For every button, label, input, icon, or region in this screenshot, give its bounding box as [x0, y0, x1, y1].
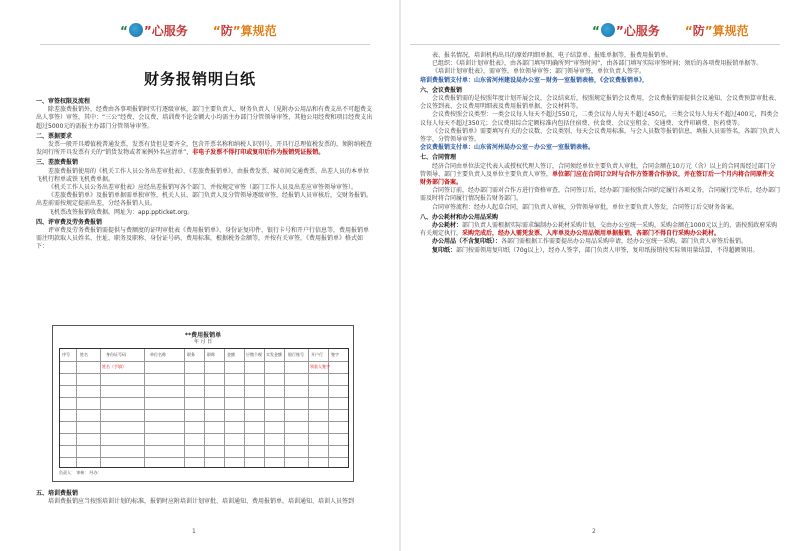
- paragraph: 差旅费报销使用的《机关工作人员公务出差审批表》、《差旅费报销单》，由报费发票、城市间交通费票、出差人员的本单位飞机行程单或铁飞机费单据。: [36, 167, 370, 183]
- paragraph: 飞机票改签报销收费据。网址为：app.ppticket.org。: [48, 208, 194, 216]
- paragraph: 《机关工作人员公务出差审批表》应经出差报销写各个部门、并按规定审签（部门工作人员及出差应审签领导审签）。: [48, 184, 358, 192]
- heart-logo-icon: [129, 23, 143, 37]
- section-heading: 一、审签权限及流程: [36, 98, 91, 105]
- emphasis-text: 采购完成后，经办人需凭发票、入库单及办公用品领用单据报销，各部门不得自行采购办公耗材。: [462, 230, 721, 238]
- header-fang: 防: [692, 24, 705, 38]
- subheading: 办公耗材：: [432, 222, 463, 230]
- paragraph: 除差旅费报销外，经费由各事项报销时实行逐级审核，部门主要负责人、财务负责人（见附办公用品和有费支出不可超费支出人事签）审签，其中：“三公”经费、会议费、培训费不论金额大小均需主办部门分管领导审签，其他公用经费和项目经费支出超过5000元的需报主办部门分管领导审签。: [36, 106, 373, 130]
- right-page: [400, 0, 800, 551]
- form-header-cell: 序号: [62, 352, 70, 357]
- heart-logo-icon: [601, 23, 615, 37]
- paragraph: 经济合同由单位法定代表人或授权代理人签订，合同须经单位主要负责人审批，合同金额在10万元（含）以上的合同需经过部门分管领导、部门主要负责人及单位主要负责人审签，单位部门应在合同订立时与合作方签署合作协议，并在签订后一个月内将合同原件交财务部门备案。: [420, 162, 776, 187]
- emphasis-text: 非电子发票不得打印或复印后作为报销凭证报销。: [192, 149, 325, 157]
- highlight-line: 会议费报销支付单：山东省河州局办公室－办公室一室报销表格。: [420, 144, 595, 152]
- section-heading: 三、差旅费报销: [36, 159, 79, 167]
- section-heading: 八、办公耗材和办公用品采购: [420, 213, 499, 221]
- header-standard: ”算规范: [704, 24, 749, 38]
- left-text-block-1: [36, 96, 374, 252]
- form-title: **费用报销单: [184, 332, 222, 339]
- header-quote: “: [120, 24, 128, 38]
- section-heading: 四、评审费及劳务费报销: [36, 218, 103, 226]
- page-number: 1: [192, 528, 196, 535]
- header-service: ”心服务: [615, 24, 660, 38]
- expense-form-image: [52, 325, 354, 482]
- paragraph: 复印纸：部门按需领用复印纸（70g以上），经办人签字，部门负责人审签，复印纸报销按实际领用量结算，不得超额领用。: [432, 246, 759, 254]
- paragraph: 表、报名情况，培训机构出具的原始明细单据、电子结算单、报账单据等，报费用报销单。: [432, 52, 673, 59]
- header-quote-2: “: [684, 24, 693, 38]
- form-header-cell: 开户行: [311, 352, 323, 357]
- form-header-cell: 金额: [227, 352, 235, 357]
- form-header-cell: 银行账号: [288, 352, 304, 357]
- paragraph: 《差旅费报销单》及报销单据需单独审签，机关人员、部门负责人及分管领导逐级审签，经报销人员审核后，交财务报销。出差前需按规定提前出差，分经各报销人员。: [36, 192, 373, 208]
- header-divider: [40, 44, 370, 45]
- page-header: [120, 22, 277, 39]
- subheading: 复印纸：: [432, 246, 457, 254]
- paragraph: 《培训计划审批表》，需审签。单位领导审签；部门领导审签，单位负责人签字。: [432, 68, 646, 76]
- paragraph: 评审费及劳务费报销需提供与费额度的证明审批表《费用报销单》、身份证复印件、银行卡号和开户行信息等，费用报销单需注明款取人员姓名、住址、职务及职称、身份证号码、费用标准，根据税务金额等，并按有关审签，《费用报销单》格式如下：: [36, 227, 370, 251]
- paragraph: 办公耗材：部门负责人需根据实际需求编制办公耗材采购计划，交由办公室统一采购，采购金额在1000元以上的，需按照政府采购有关规定执行，采购完成后，经办人需凭发票、入库单及办公用品领用单据报销，各部门不得自行采购办公耗材。: [420, 222, 778, 238]
- form-footer: 负责人： 审核： 经办：: [59, 470, 102, 475]
- paragraph: 发票一般开具增值税普通发票，发票有货但是要齐全，包含开票名称和纳税人识别号，开具行总理值税发票的，须附纳税查发问行所开具发票有关的“销货发物或者案例外名应清单”，非电子发票不得打印或复印后作为报销凭证报销。: [36, 141, 373, 157]
- paragraph: 培训费报销应当按照培训计划的标准，报销时应附培训计划审批、培训通知、费用报销单，培训通知、培训人员签到: [48, 498, 355, 506]
- form-header-cell: 应缴个税: [246, 352, 262, 357]
- paragraph: 合同审签流程：经办人起草合同，部门负责人审核，分管领导审批，单位主要负责人签发，合同签订后交财务备案。: [432, 203, 739, 211]
- header-divider: [410, 44, 780, 45]
- paragraph: 办公用品（不含复印纸）：各部门需根据工作需要提出办公用品采购申请，经办公室统一采购，部门负责人审签后报销。: [432, 238, 748, 246]
- left-text-block-2: [36, 488, 374, 506]
- section-heading: 六、会议费报销: [420, 86, 463, 94]
- section-heading: 五、培训费报销: [36, 490, 79, 497]
- paragraph: 合同签订前，经办部门需对合作方进行资格审查，合同签订后，经办部门需按照合同约定履行各项义务，合同履行完毕后，经办部门需及时将合同履行情况报告财务部门。: [420, 187, 781, 203]
- form-header-cell: 单位名称: [150, 352, 166, 357]
- section-heading: 二、票据要求: [36, 132, 73, 140]
- form-header-cell: 职称: [207, 352, 215, 357]
- header-service: ”心服务: [143, 24, 188, 38]
- form-date: 年 月 日: [193, 339, 213, 345]
- form-header-cell: 签字: [331, 352, 339, 357]
- subheading: 办公用品（不含复印纸）：: [432, 238, 502, 246]
- paragraph: 会议费报销需的是按照年度计划开展会议，会议结束后，按照规定报销会议费用，会议费报销需提供会议通知、会议费预算审批表、会议签到表、会议费用明细表及费用报销单据、会议材料等。: [420, 95, 781, 111]
- page-header: [592, 22, 749, 39]
- header-quote-2: “: [212, 24, 221, 38]
- form-header-cell: 姓名: [80, 352, 88, 357]
- form-table: [59, 348, 349, 468]
- paragraph: 会议费按照会议类型：一类会议每人每天不超过550元，二类会议每人每天不超过450元，三类会议每人每天不超过400元，四类会议每人每天不超过350元；会议费用综合定额标准内包括住宿费、伙食费、会议室租金、交通费、文件印刷费、医药费等。: [420, 111, 779, 127]
- form-header-cell: 实发金额: [266, 352, 282, 357]
- form-annotation: 领款人签字: [310, 364, 330, 369]
- section-heading: 七、合同管理: [420, 154, 457, 162]
- highlight-line: 培训费报销支付单：山东省河州建设局办公室－财务一室报销表格，《会议费报销单》，: [420, 76, 649, 84]
- header-fang: 防: [220, 24, 233, 38]
- header-standard: ”算规范: [232, 24, 277, 38]
- header-quote: “: [592, 24, 600, 38]
- paragraph: 已组织：《培训计划审批表》，由各部门填写明确所列“审签时间”，由各部门填写实际审签时间；须后的各项费用报销单据等。: [432, 60, 763, 68]
- form-header-cell: 职务: [187, 352, 195, 357]
- paragraph: 《会议费报销单》需要填写有关的会议数、会议类别、每天会议费用标准，与会人员数等报销信息，填报人员需签名，各部门负责人签字，分管领导审签。: [420, 127, 781, 144]
- document-title: 财务报销明白纸: [143, 70, 256, 88]
- emphasis-text: 单位部门应在合同订立时与合作方签署合作协议，并在签订后一个月内将合同原件交财务部门备案。: [420, 170, 775, 187]
- page-number: 2: [592, 528, 596, 535]
- form-annotation: 姓名（手填）: [102, 364, 126, 369]
- right-text-block: [420, 52, 780, 255]
- form-header-cell: 身份证号码: [106, 352, 126, 357]
